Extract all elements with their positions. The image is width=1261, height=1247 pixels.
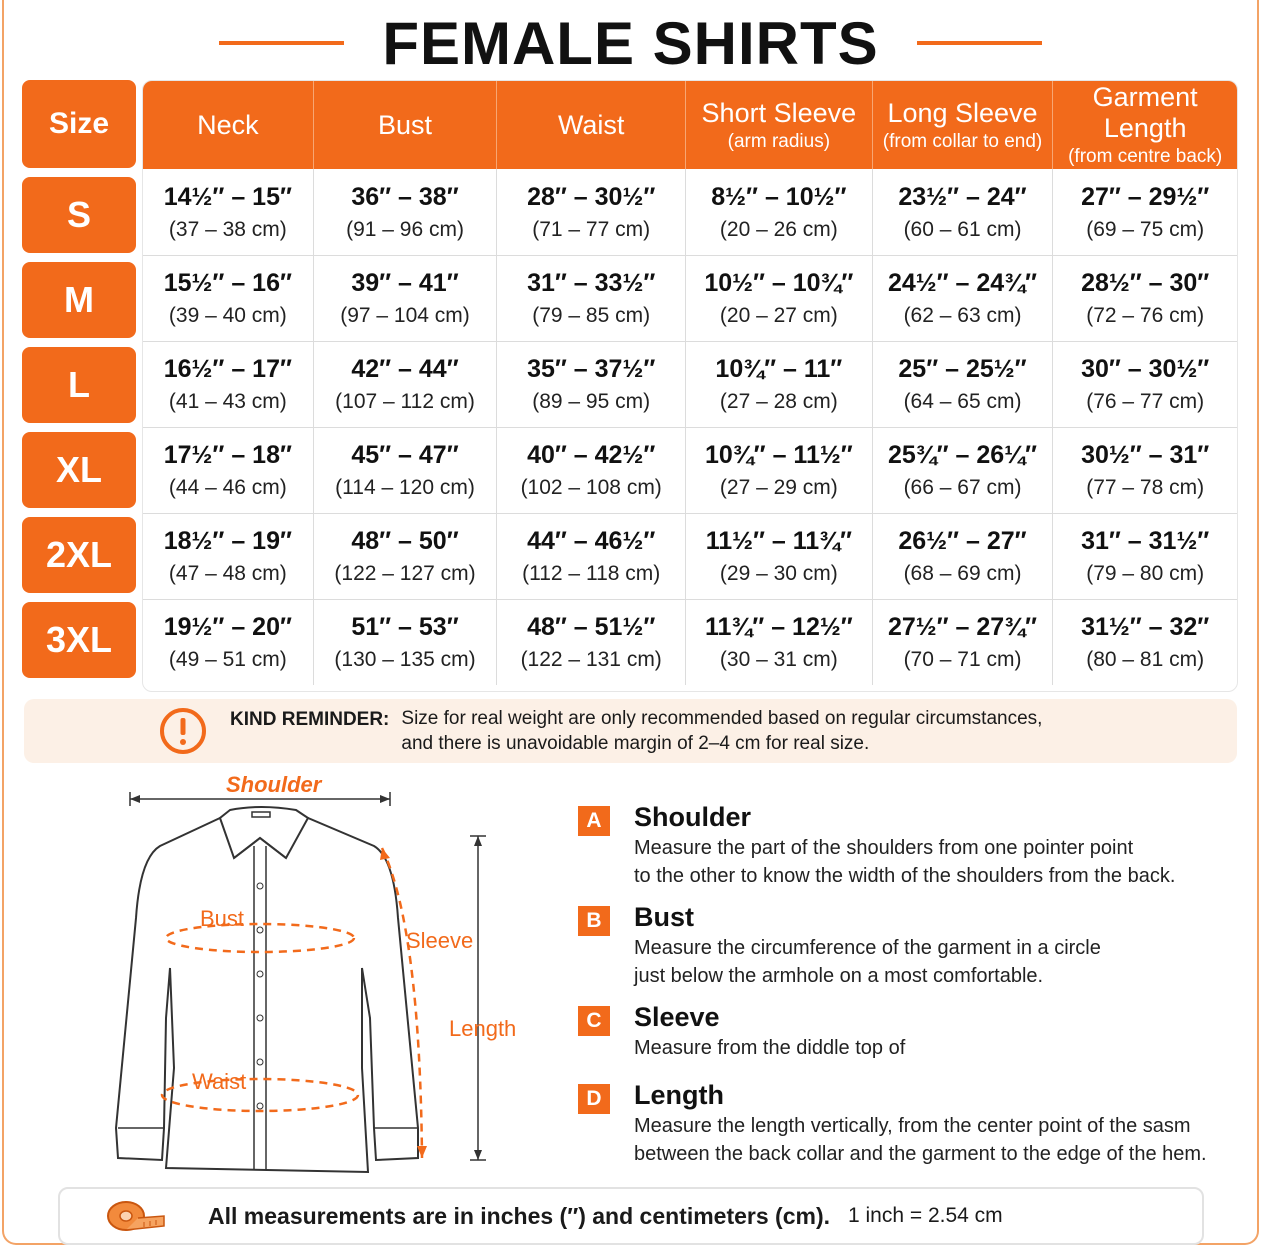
guide-badge: D	[578, 1084, 610, 1114]
table-cell	[497, 342, 686, 427]
table-cell	[497, 428, 686, 513]
cell-cm: (64 – 65 cm)	[903, 390, 1022, 413]
table-cell	[873, 428, 1054, 513]
guide-desc: to the other to know the width of the shoulders from the back.	[634, 865, 1176, 887]
table-cell	[143, 514, 314, 599]
column-header-label: Short Sleeve	[701, 97, 857, 128]
column-header-label: Long Sleeve	[887, 97, 1038, 128]
cell-inches: 11½″ – 11¾″	[705, 527, 852, 555]
cell-cm: (30 – 31 cm)	[719, 648, 838, 671]
table-cell	[497, 514, 686, 599]
table-cell	[686, 342, 873, 427]
table-cell	[497, 256, 686, 341]
table-cell	[873, 256, 1054, 341]
cell-inches: 45″ – 47″	[351, 441, 459, 469]
cell-inches: 10¾″ – 11½″	[705, 441, 853, 469]
measurement-guide	[578, 800, 1218, 1178]
guide-desc: Measure the part of the shoulders from one pointer point	[634, 837, 1134, 859]
cell-cm: (97 – 104 cm)	[340, 304, 470, 327]
size-chart-table	[142, 80, 1238, 692]
cell-inches: 30″ – 30½″	[1081, 355, 1210, 383]
table-row	[143, 169, 1237, 255]
diagram-label-sleeve: Sleeve	[406, 928, 474, 953]
cell-cm: (37 – 38 cm)	[168, 217, 287, 241]
cell-inches: 8½″ – 10½″	[711, 182, 847, 211]
guide-desc: between the back collar and the garment to the edge of the hem.	[634, 1143, 1207, 1165]
cell-inches: 15½″ – 16″	[163, 269, 292, 297]
table-cell	[143, 342, 314, 427]
table-cell	[686, 600, 873, 685]
cell-cm: (62 – 63 cm)	[903, 304, 1022, 327]
cell-inches: 25″ – 25½″	[898, 355, 1027, 383]
cell-inches: 23½″ – 24″	[898, 182, 1027, 211]
table-cell	[873, 169, 1054, 255]
column-header-sub: (from collar to end)	[882, 130, 1043, 152]
cell-cm: (27 – 28 cm)	[719, 390, 838, 413]
table-body	[143, 169, 1237, 685]
cell-cm: (70 – 71 cm)	[903, 648, 1022, 671]
guide-item-sleeve	[578, 1000, 1218, 1078]
table-cell	[1053, 600, 1237, 685]
cell-inches: 25¾″ – 26¼″	[887, 441, 1038, 469]
cell-inches: 16½″ – 17″	[163, 355, 292, 383]
cell-cm: (29 – 30 cm)	[719, 562, 838, 585]
column-header-sub: (from centre back)	[1068, 146, 1223, 167]
cell-cm: (68 – 69 cm)	[903, 562, 1022, 585]
guide-desc: Measure the length vertically, from the center point of the sasm	[634, 1115, 1191, 1137]
cell-inches: 36″ – 38″	[351, 182, 459, 211]
size-label: L	[22, 347, 136, 423]
guide-title: Sleeve	[634, 1002, 720, 1032]
cell-cm: (122 – 131 cm)	[520, 648, 662, 671]
cell-inches: 28½″ – 30″	[1081, 269, 1210, 297]
cell-inches: 10¾″ – 11″	[715, 355, 843, 383]
cell-cm: (107 – 112 cm)	[335, 390, 475, 413]
cell-inches: 10½″ – 10¾″	[704, 269, 854, 297]
table-cell	[143, 169, 314, 255]
guide-item-length	[578, 1078, 1218, 1178]
table-cell	[314, 342, 498, 427]
column-header-label: Bust	[378, 109, 433, 140]
cell-cm: (130 – 135 cm)	[334, 648, 476, 671]
guide-item-bust	[578, 900, 1218, 1000]
cell-inches: 18½″ – 19″	[163, 527, 292, 555]
cell-cm: (80 – 81 cm)	[1086, 648, 1205, 671]
footer-conversion-text: 1 inch = 2.54 cm	[848, 1204, 1003, 1227]
cell-cm: (122 – 127 cm)	[334, 562, 476, 585]
size-label: 2XL	[22, 517, 136, 593]
guide-badge: C	[578, 1006, 610, 1036]
cell-inches: 31″ – 31½″	[1081, 527, 1210, 555]
cell-cm: (69 – 75 cm)	[1086, 217, 1205, 241]
cell-cm: (72 – 76 cm)	[1086, 304, 1205, 327]
cell-inches: 26½″ – 27″	[898, 527, 1027, 555]
column-header-long-sleeve	[873, 81, 1054, 169]
size-label: M	[22, 262, 136, 338]
cell-cm: (112 – 118 cm)	[522, 562, 661, 585]
table-cell	[314, 428, 498, 513]
cell-inches: 19½″ – 20″	[163, 613, 292, 641]
cell-inches: 39″ – 41″	[351, 269, 459, 297]
cell-inches: 17½″ – 18″	[163, 441, 292, 469]
column-header-short-sleeve	[686, 81, 873, 169]
column-header-label: Neck	[197, 109, 259, 140]
table-cell	[143, 256, 314, 341]
cell-inches: 28″ – 30½″	[527, 182, 656, 211]
reminder-line: and there is unavoidable margin of 2–4 cm for real size.	[401, 733, 870, 754]
table-cell	[1053, 169, 1237, 255]
table-header	[143, 81, 1237, 169]
table-cell	[314, 600, 498, 685]
cell-cm: (71 – 77 cm)	[532, 217, 651, 241]
column-header-bust	[314, 81, 498, 169]
cell-cm: (60 – 61 cm)	[903, 217, 1022, 241]
column-header-label: Garment Length	[1092, 82, 1198, 143]
exclamation-circle-icon	[158, 706, 208, 756]
table-cell	[686, 428, 873, 513]
column-header-sub: (arm radius)	[727, 130, 831, 152]
table-row	[143, 255, 1237, 341]
guide-desc: Measure the circumference of the garment in a circle	[634, 937, 1101, 959]
table-cell	[686, 256, 873, 341]
title-line-left	[219, 41, 344, 45]
guide-badge: A	[578, 806, 610, 836]
cell-cm: (49 – 51 cm)	[168, 648, 287, 671]
guide-desc: just below the armhole on a most comfortable.	[634, 965, 1044, 987]
table-cell	[1053, 256, 1237, 341]
size-label: XL	[22, 432, 136, 508]
guide-badge: B	[578, 906, 610, 936]
column-header-label: Waist	[557, 109, 625, 140]
page-title: FEMALE SHIRTS	[382, 9, 879, 77]
cell-inches: 40″ – 42½″	[527, 441, 656, 469]
table-cell	[314, 514, 498, 599]
table-cell	[1053, 342, 1237, 427]
table-cell	[1053, 428, 1237, 513]
cell-cm: (20 – 26 cm)	[719, 217, 838, 241]
guide-title: Shoulder	[634, 802, 752, 832]
table-cell	[314, 169, 498, 255]
size-column	[22, 80, 136, 687]
title-row	[0, 8, 1261, 78]
table-row	[143, 341, 1237, 427]
title-line-right	[917, 41, 1042, 45]
diagram-label-length: Length	[449, 1016, 517, 1041]
cell-cm: (77 – 78 cm)	[1086, 476, 1205, 499]
table-cell	[143, 600, 314, 685]
size-label: S	[22, 177, 136, 253]
diagram-label-bust: Bust	[200, 906, 245, 931]
shirt-illustration	[100, 768, 530, 1178]
cell-inches: 24½″ – 24¾″	[887, 269, 1038, 297]
cell-cm: (27 – 29 cm)	[719, 476, 838, 499]
reminder-label: KIND REMINDER:	[230, 709, 390, 730]
size-label: 3XL	[22, 602, 136, 678]
diagram-label-waist: Waist	[192, 1069, 247, 1094]
table-cell	[314, 256, 498, 341]
cell-inches: 11¾″ – 12½″	[705, 613, 853, 641]
cell-cm: (76 – 77 cm)	[1086, 390, 1205, 413]
table-cell	[497, 169, 686, 255]
cell-inches: 31½″ – 32″	[1081, 613, 1210, 641]
cell-cm: (114 – 120 cm)	[335, 476, 475, 499]
cell-inches: 31″ – 33½″	[527, 269, 656, 297]
cell-cm: (66 – 67 cm)	[903, 476, 1022, 499]
cell-cm: (79 – 80 cm)	[1086, 562, 1205, 585]
table-cell	[873, 600, 1054, 685]
table-cell	[686, 514, 873, 599]
cell-cm: (20 – 27 cm)	[719, 304, 838, 327]
cell-cm: (89 – 95 cm)	[532, 390, 651, 413]
cell-cm: (47 – 48 cm)	[168, 562, 287, 585]
diagram-label-shoulder: Shoulder	[226, 772, 322, 797]
guide-desc: Measure from the diddle top of	[634, 1037, 906, 1059]
kind-reminder	[24, 699, 1237, 763]
table-cell	[873, 514, 1054, 599]
cell-cm: (39 – 40 cm)	[168, 304, 287, 327]
reminder-text	[401, 706, 1042, 756]
cell-inches: 27″ – 29½″	[1081, 182, 1210, 211]
shirt-diagram	[100, 768, 530, 1178]
measuring-tape-icon	[104, 1196, 168, 1236]
table-cell	[1053, 514, 1237, 599]
cell-inches: 14½″ – 15″	[163, 182, 292, 211]
cell-cm: (91 – 96 cm)	[346, 217, 464, 241]
cell-inches: 42″ – 44″	[351, 355, 459, 383]
cell-cm: (102 – 108 cm)	[520, 476, 662, 499]
reminder-line: Size for real weight are only recommended based on regular circumstances,	[401, 708, 1043, 729]
cell-inches: 30½″ – 31″	[1081, 441, 1210, 469]
cell-inches: 48″ – 51½″	[527, 613, 656, 641]
table-cell	[143, 428, 314, 513]
cell-cm: (44 – 46 cm)	[168, 476, 287, 499]
table-cell	[873, 342, 1054, 427]
cell-inches: 27½″ – 27¾″	[887, 613, 1038, 641]
table-cell	[497, 600, 686, 685]
column-header-waist	[497, 81, 686, 169]
guide-title: Bust	[634, 902, 694, 932]
column-header-neck	[143, 81, 314, 169]
cell-inches: 51″ – 53″	[351, 613, 459, 641]
size-header: Size	[22, 80, 136, 168]
cell-inches: 44″ – 46½″	[527, 527, 656, 555]
cell-cm: (79 – 85 cm)	[532, 304, 651, 327]
column-header-garment-length	[1053, 81, 1237, 169]
cell-cm: (41 – 43 cm)	[168, 390, 287, 413]
table-row	[143, 513, 1237, 599]
footer-units-text: All measurements are in inches (″) and centimeters (cm).	[208, 1202, 830, 1229]
cell-inches: 35″ – 37½″	[527, 355, 656, 383]
table-row	[143, 427, 1237, 513]
footer-note	[58, 1187, 1204, 1245]
guide-title: Length	[634, 1080, 724, 1110]
guide-item-shoulder	[578, 800, 1218, 900]
table-row	[143, 599, 1237, 685]
table-cell	[686, 169, 873, 255]
cell-inches: 48″ – 50″	[351, 527, 459, 555]
